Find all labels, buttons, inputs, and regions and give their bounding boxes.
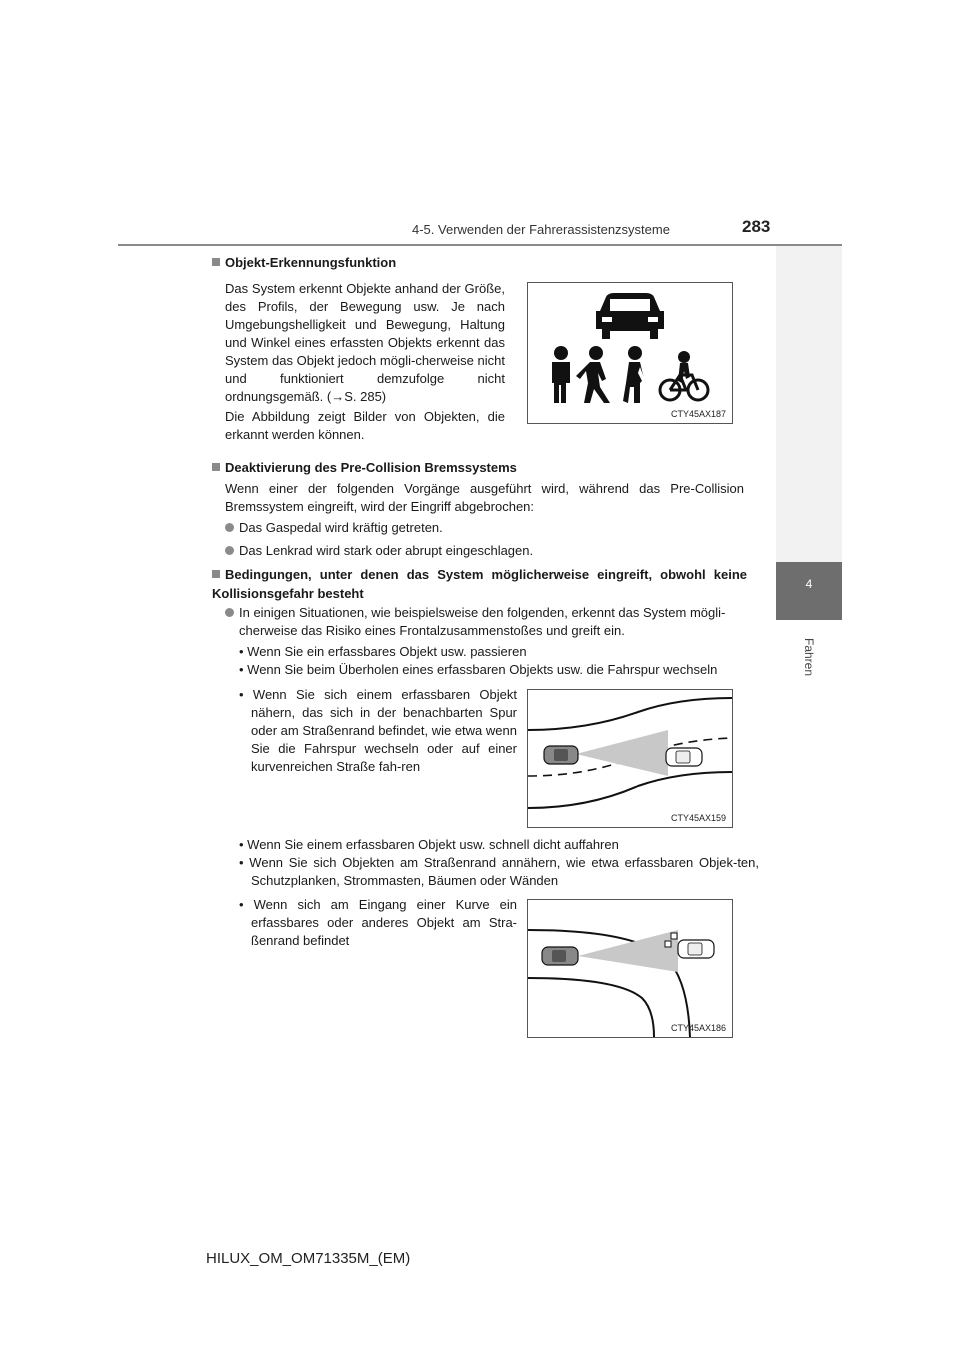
sensor-beam — [578, 930, 678, 972]
target-vehicle-icon — [666, 748, 702, 766]
bullet-dot-icon — [225, 523, 234, 532]
chapter-label: Fahren — [802, 637, 816, 677]
sensor-beam — [576, 730, 668, 776]
deactivation-bullet-1: Das Gaspedal wird kräftig getreten. — [225, 519, 443, 537]
heading-conditions: Bedingungen, unter denen das System möglicherweise eingreift, obwohl keine Kollisionsgefahr besteht — [212, 567, 747, 601]
document-id: HILUX_OM_OM71335M_(EM) — [206, 1250, 411, 1267]
oncoming-vehicle-icon — [678, 940, 714, 958]
side-tab-background — [776, 246, 842, 562]
own-vehicle-icon — [544, 746, 578, 764]
heading-deactivation: Deaktivierung des Pre-Collision Bremssystems — [212, 458, 517, 477]
road-edge-inner — [528, 978, 654, 1037]
conditions-bullet: In einigen Situationen, wie beispielsweise den folgenden, erkennt das System mögli-cherweise das Risiko eines Frontalzusammenstoßes und greift ein. — [225, 604, 761, 640]
deactivation-paragraph: Wenn einer der folgenden Vorgänge ausgeführt wird, während das Pre-Collision Bremssystem eingreift, wird der Eingriff abgebrochen: — [225, 481, 744, 514]
chapter-tab[interactable] — [776, 562, 842, 620]
chapter-number: 4 — [805, 577, 813, 591]
pedestrian-side-icon — [623, 346, 646, 403]
adjacent-lane-illustration — [528, 690, 732, 827]
road-edge-bottom — [528, 772, 732, 808]
own-vehicle-icon — [542, 947, 578, 965]
cyclist-body-icon — [678, 351, 690, 383]
figure-code: CTY45AX187 — [670, 409, 726, 419]
detectable-objects-illustration — [528, 283, 732, 423]
figure-code: CTY45AX159 — [670, 813, 726, 823]
pedestrian-standing-icon — [552, 346, 570, 403]
car-front-icon — [596, 293, 664, 339]
cyclist-icon — [660, 375, 708, 400]
figure-adjacent-lane — [527, 689, 733, 828]
conditions-item-1: • Wenn Sie ein erfassbares Objekt usw. passieren — [239, 644, 527, 659]
heading-square-icon — [212, 570, 220, 578]
conditions-item-4: • Wenn Sie sich Objekten am Straßenrand annähern, wie etwa erfassbaren Objek-ten, Schutzplanken, Strommasten, Bäumen oder Wänden — [239, 855, 759, 888]
object-detection-paragraph-1: Das System erkennt Objekte anhand der Größe, des Profils, der Bewegung usw. Je nach Umgebungshelligkeit und Bewegung, Haltung und Winkel eines erfassten Objekts erkennt das System das Objekt jedoch mögli-cherweise nicht und funktioniert demzufolge nicht ordnungsgemäß. (→S. 285) — [225, 281, 505, 404]
pedestrian-walking-icon — [576, 346, 610, 403]
conditions-item-3: • Wenn Sie einem erfassbaren Objekt usw. schnell dicht auffahren — [239, 837, 619, 852]
chapter-label-container — [776, 637, 842, 680]
conditions-item-curve: • Wenn sich am Eingang einer Kurve ein erfassbares oder anderes Objekt am Stra-ßenrand befindet — [239, 897, 517, 948]
road-edge-top — [528, 698, 732, 730]
figure-curve-entrance — [527, 899, 733, 1038]
bullet-dot-icon — [225, 546, 234, 555]
conditions-item-adjacent-lane: • Wenn Sie sich einem erfassbaren Objekt nähern, das sich in der benachbarten Spur oder am Straßenrand befindet, wie etwa wenn Sie die Fahrspur wechseln oder auf einer kurvenreichen Straße fah-ren — [239, 687, 517, 774]
heading-square-icon — [212, 463, 220, 471]
figure-code: CTY45AX186 — [670, 1023, 726, 1033]
deactivation-bullet-2: Das Lenkrad wird stark oder abrupt eingeschlagen. — [225, 542, 533, 560]
heading-object-detection: Objekt-Erkennungsfunktion — [212, 253, 396, 272]
heading-square-icon — [212, 258, 220, 266]
object-detection-paragraph-2: Die Abbildung zeigt Bilder von Objekten, die erkannt werden können. — [225, 409, 505, 442]
page-number: 283 — [742, 217, 771, 236]
conditions-item-2: • Wenn Sie beim Überholen eines erfassbaren Objekts usw. die Fahrspur wechseln — [239, 662, 718, 677]
header-rule — [118, 244, 842, 246]
figure-detectable-objects — [527, 282, 733, 424]
curve-entrance-illustration — [528, 900, 732, 1037]
bullet-dot-icon — [225, 608, 234, 617]
section-title: 4-5. Verwenden der Fahrerassistenzsysteme — [412, 222, 670, 237]
